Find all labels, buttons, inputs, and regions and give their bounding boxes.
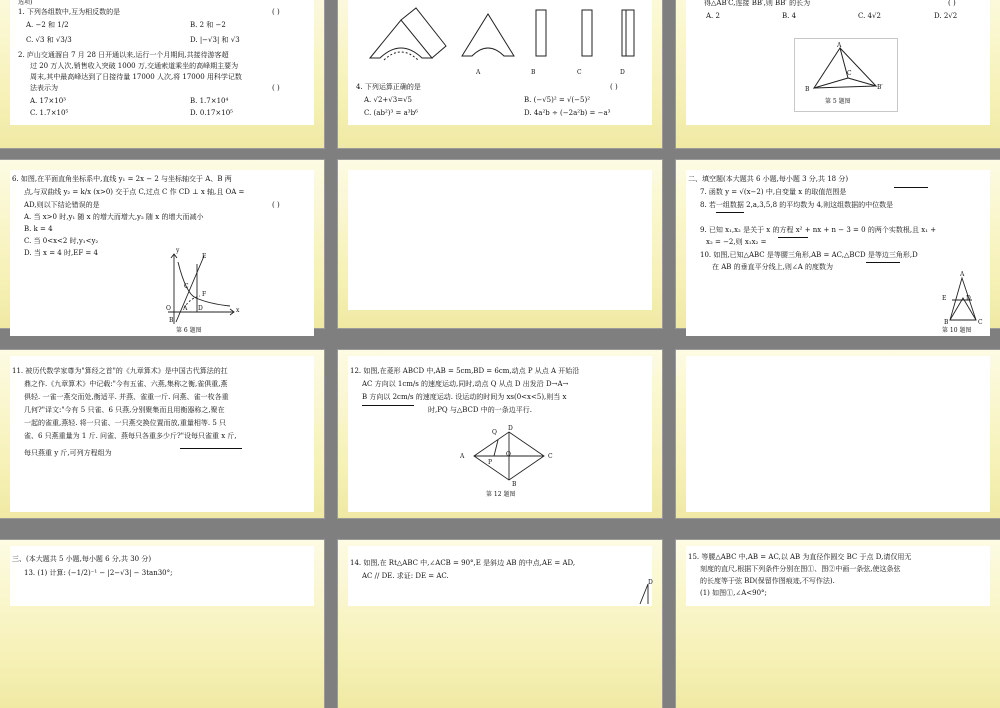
q2-line-3: 周末,其中最高峰达到了日接待量 17000 人次,将 17000 用科学记数 xyxy=(30,73,242,81)
q5-point-c: C xyxy=(847,70,852,77)
fig-label-a: A xyxy=(476,69,481,76)
slide-7 xyxy=(0,350,324,518)
q4-option-a: A. √2+√3=√5 xyxy=(364,96,412,104)
q6-label-a: A xyxy=(183,305,188,312)
q8-blank xyxy=(716,212,744,213)
slide-11 xyxy=(338,540,662,708)
q4-option-d: D. 4a²b ÷ (−2a²b) = −a³ xyxy=(524,109,611,117)
q2-line-2: 过 20 万人次,销售收入突破 1000 万,交通索道乘坐的高峰期主要为 xyxy=(30,62,239,70)
q2-option-d: D. 0.17×10⁵ xyxy=(190,109,233,117)
fig-label-c: C xyxy=(577,69,582,76)
q14-line-1: 14. 如图,在 Rt△ABC 中,∠ACB = 90°,E 是斜边 AB 的中点,AE = AD, xyxy=(350,559,576,567)
q5-paren: ( ) xyxy=(948,0,956,7)
q1-option-a: A. −2 和 1/2 xyxy=(26,21,69,29)
fig-label-d: D xyxy=(620,69,625,76)
q10-label-a: A xyxy=(960,271,965,278)
q6-paren: ( ) xyxy=(272,201,280,209)
bent-prism-back xyxy=(401,8,446,58)
q6-line-1: 6. 如图,在平面直角坐标系中,直线 y₁ = 2x − 2 与坐标轴交于 A、B 两 xyxy=(12,175,232,183)
slide-12 xyxy=(676,540,1000,708)
content-card xyxy=(686,546,990,606)
q6-label-f: F xyxy=(202,291,207,298)
cut-text: 选项) xyxy=(18,0,33,6)
q1-option-d: D. |−√3| 和 √3 xyxy=(190,36,240,44)
q12-label-c: C xyxy=(548,453,553,460)
q13-text: 13. (1) 计算: (−1/2)⁻¹ − |2−√3| − 3tan30°; xyxy=(24,569,173,577)
q2-option-b: B. 1.7×10⁴ xyxy=(190,97,229,105)
q6-label-e: E xyxy=(202,253,207,260)
q6-label-c: C xyxy=(184,283,189,290)
q5-option-d: D. 2√2 xyxy=(934,12,958,20)
q2-option-c: C. 1.7×10⁵ xyxy=(30,109,69,117)
option-b-shape xyxy=(536,10,546,56)
q5-cut-line: 得△AB′C,连接 BB′,则 BB′ 的长为 xyxy=(704,0,811,7)
q11-line-7: 每只燕重 y 斤,可列方程组为 xyxy=(24,449,112,457)
dashed-arc xyxy=(384,52,418,60)
q14-label-d: D xyxy=(648,579,653,586)
q5-point-a: A xyxy=(837,42,842,49)
q7-text: 7. 函数 y = √(x−2) 中,自变量 x 的取值范围是 xyxy=(700,188,847,196)
q6-label-o: O xyxy=(166,305,171,312)
q14-figure xyxy=(634,580,658,606)
q6-label-b: B xyxy=(169,317,174,324)
q15-line-3: 的长度等于弦 BD(保留作图痕迹,不写作法). xyxy=(700,577,835,585)
q2-line-4: 法表示为 xyxy=(30,84,58,92)
content-card xyxy=(348,0,652,125)
q12-line-1: 12. 如图,在菱形 ABCD 中,AB = 5cm,BD = 6cm,动点 P 从点 A 开始沿 xyxy=(350,367,580,375)
q2-option-a: A. 17×10³ xyxy=(30,97,66,105)
q12-label-o: O xyxy=(506,451,511,458)
q5-figure-box xyxy=(794,38,898,112)
q4-paren: ( ) xyxy=(610,83,618,91)
slide-2 xyxy=(338,0,662,148)
q12-line-3: B 方向以 2cm/s 的速度运动. 设运动的时间为 xs(0<x<5),则当 x xyxy=(362,393,567,401)
content-card xyxy=(348,546,652,606)
q9-line-1: 9. 已知 x₁,x₂ 是关于 x 的方程 x² + nx + n − 3 = 0 的两个实数根,且 x₁ + xyxy=(700,226,937,234)
q12-caption: 第 12 题图 xyxy=(486,491,516,498)
q10-label-e: E xyxy=(942,295,947,302)
q1-option-c: C. √3 和 √3/3 xyxy=(26,36,72,44)
content-card xyxy=(10,356,314,512)
q10-blank xyxy=(866,262,900,263)
content-card xyxy=(10,170,314,336)
slide-3 xyxy=(676,0,1000,148)
content-card-empty xyxy=(686,356,990,512)
content-card xyxy=(10,546,314,606)
q4-option-b: B. (−√5)² = √(−5)² xyxy=(524,96,591,104)
q15-line-2: 刻度的直尺,根据下列条件分别在图①、图②中画一条弦,使这条弦 xyxy=(700,565,901,573)
q12-label-b: B xyxy=(512,481,517,488)
q6-label-d: D xyxy=(198,305,203,312)
q1-paren: ( ) xyxy=(272,8,280,16)
slide-8 xyxy=(338,350,662,518)
section-three-heading: 三、(本大题共 5 小题,每小题 6 分,共 30 分) xyxy=(12,555,152,563)
q12-line-2: AC 方向以 1cm/s 的速度运动,同时,动点 Q 从点 D 出发沿 D→A→ xyxy=(362,380,569,388)
q11-line-1: 11. 被历代数学家尊为"算经之首"的《九章算术》是中国古代算法的扛 xyxy=(12,367,228,375)
content-card xyxy=(348,356,652,512)
content-card xyxy=(686,170,990,336)
bent-prism-shape xyxy=(370,20,432,58)
q10-line-1: 10. 如图,已知△ABC 是等腰三角形,AB = AC,△BCD 是等边三角形,D xyxy=(700,251,918,259)
q10-label-d: D xyxy=(966,295,971,302)
q14-line-2: AC // DE. 求证: DE = AC. xyxy=(362,572,449,580)
q5-point-b: B xyxy=(805,86,810,93)
q10-line-2: 在 AB 的垂直平分线上,则∠A 的度数为 xyxy=(712,263,834,271)
slide-1 xyxy=(0,0,324,148)
q10-label-c: C xyxy=(978,319,983,326)
q4-option-c: C. (ab²)³ = a³b⁶ xyxy=(364,109,418,117)
q5-option-a: A. 2 xyxy=(706,12,720,20)
q9-line-2: x₂ = −2,则 x₁x₂ = xyxy=(706,238,767,246)
q6-option-d: D. 当 x = 4 时,EF = 4 xyxy=(24,249,98,257)
option-d-shape xyxy=(622,10,634,56)
slide-4 xyxy=(0,160,324,334)
q11-blank xyxy=(180,448,242,449)
q2-line-1: 2. 庐山交通溜自 7 月 28 日开通以来,运行一个月期间,共接待游客超 xyxy=(18,51,229,59)
q11-line-5: 一起的雀重,燕轻. 将一只雀、一只燕交换位置而放,重量相等. 5 只 xyxy=(24,419,227,427)
q9-blank xyxy=(778,237,808,238)
slide-6 xyxy=(676,160,1000,334)
q5-point-b-prime: B′ xyxy=(877,84,883,91)
q5-option-b: B. 4 xyxy=(782,12,797,20)
content-card-empty xyxy=(348,170,652,310)
q11-line-2: 鼎之作.《九章算术》中记载:"今有五雀、六燕,集称之衡,雀俱重,燕 xyxy=(24,380,228,388)
q6-label-y: y xyxy=(176,247,180,254)
q5-option-c: C. 4√2 xyxy=(858,12,881,20)
q8-line-1: 8. 若一组数据 2,a,3,5,8 的平均数为 4,则这组数据的中位数是 xyxy=(700,201,894,209)
q10-label-b: B xyxy=(944,319,949,326)
q6-option-b: B. k = 4 xyxy=(24,225,53,233)
q6-label-x: x xyxy=(236,307,240,314)
q11-line-3: 俱轻. 一雀一燕交而处,衡适平. 并燕、雀重一斤. 问燕、雀一枚各重 xyxy=(24,393,229,401)
fig-label-b: B xyxy=(531,69,536,76)
q4-stem: 4. 下列运算正确的是 xyxy=(356,83,421,91)
q6-caption: 第 6 题图 xyxy=(176,327,202,334)
q7-blank xyxy=(894,187,928,188)
q12-label-a: A xyxy=(460,453,465,460)
q11-line-4: 几何?"译文:"今有 5 只雀、6 只燕,分别聚集而且用衡器称之,聚在 xyxy=(24,406,225,414)
content-card xyxy=(10,0,314,125)
q15-line-1: 15. 等腰△ABC 中,AB = AC,以 AB 为直径作圆交 BC 于点 D,请仅用无 xyxy=(688,553,912,561)
q1-stem: 1. 下列各组数中,互为相反数的是 xyxy=(18,8,121,16)
q5-caption: 第 5 题图 xyxy=(825,98,851,105)
q12-blank xyxy=(362,405,414,406)
q6-line-3: AD,则以下结论错误的是 xyxy=(24,201,100,209)
q1-option-b: B. 2 和 −2 xyxy=(190,21,226,29)
q6-option-c: C. 当 0<x<2 时,y₁<y₂ xyxy=(24,237,99,245)
q11-line-6: 雀、6 只燕重量为 1 斤. 问雀、燕每只各重多少斤?"设每只雀重 x 斤, xyxy=(24,432,237,440)
q12-label-d: D xyxy=(508,425,513,432)
q6-option-a: A. 当 x>0 时,y₁ 随 x 的增大而增大,y₂ 随 x 的增大而减小 xyxy=(24,213,204,221)
option-a-shape xyxy=(462,14,514,56)
q15-line-4: (1) 如图①,∠A<90°; xyxy=(700,589,767,597)
slide-5 xyxy=(338,160,662,328)
q12-line-4: 时,PQ 与△BCD 中的一条边平行. xyxy=(428,406,532,414)
slide-9 xyxy=(676,350,1000,518)
section-two-heading: 二、填空题(本大题共 6 小题,每小题 3 分,共 18 分) xyxy=(688,175,849,183)
q2-paren: ( ) xyxy=(272,84,280,92)
q6-line-2: 点,与双曲线 y₂ = k/x (x>0) 交于点 C,过点 C 作 CD ⊥ x 轴,且 OA = xyxy=(24,188,245,196)
q12-label-q: Q xyxy=(492,429,497,436)
content-card xyxy=(686,0,990,125)
option-c-shape xyxy=(582,10,592,56)
q10-caption: 第 10 题图 xyxy=(942,327,972,334)
q12-label-p: P xyxy=(488,459,493,466)
slide-10 xyxy=(0,540,324,708)
q3-figure xyxy=(356,0,646,68)
